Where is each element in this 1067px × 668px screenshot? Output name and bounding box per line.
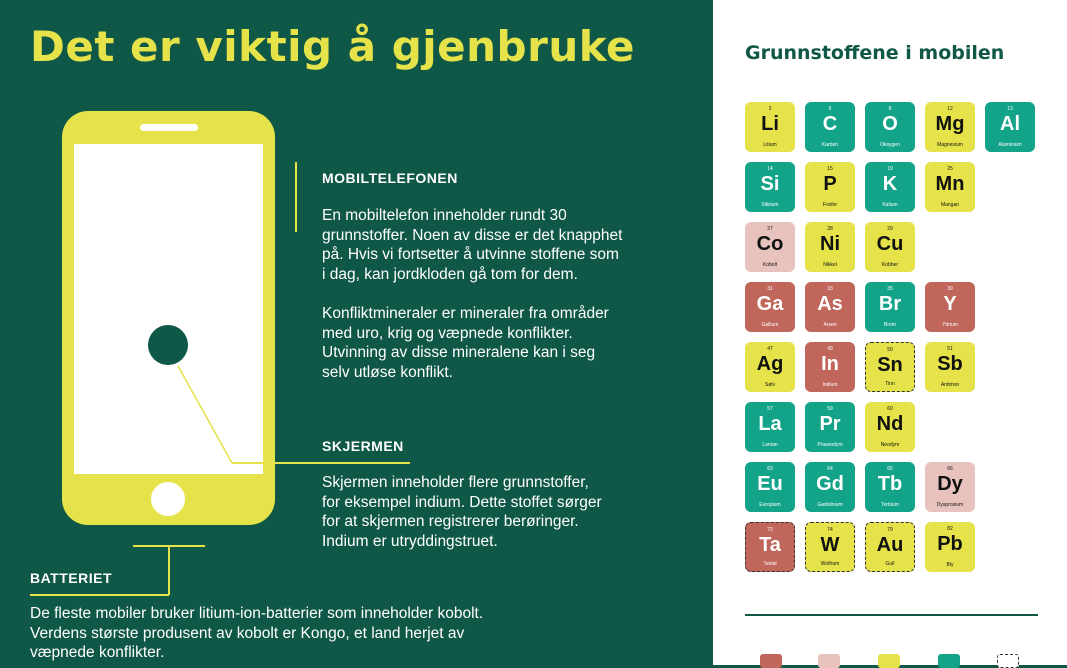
element-symbol: Au [876,534,904,556]
element-name: Silisium [761,202,779,208]
element-name: Magnesium [937,142,963,148]
element-tile-dy [925,462,975,512]
element-number: 47 [767,346,773,352]
legend-swatch-yellow [878,654,900,668]
element-tile-ni [805,222,855,272]
element-tile-gd [805,462,855,512]
element-tile-in [805,342,855,392]
element-name: Kalium [882,202,898,208]
element-tile-mn [925,162,975,212]
element-symbol: Mn [935,173,965,195]
text-line: En mobiltelefon inneholder rundt 30 [322,207,567,224]
element-tile-si [745,162,795,212]
text-line: med uro, krig og væpnede konflikter. [322,324,573,342]
element-tile-eu [745,462,795,512]
element-number: 65 [887,466,893,472]
element-symbol: Tb [877,473,903,495]
element-number: 51 [947,346,953,352]
element-symbol: Br [878,293,902,315]
element-number: 73 [767,527,773,533]
element-number: 63 [767,466,773,472]
element-tile-ag [745,342,795,392]
element-tile-au [865,522,915,572]
element-tile-o [865,102,915,152]
text-line: i dag, kan jordkloden gå tom for dem. [322,265,578,283]
element-symbol: Dy [937,473,963,495]
screen-indicator-dot [148,325,188,365]
element-tile-ga [745,282,795,332]
element-number: 14 [767,166,773,172]
mobiltelefonen-heading: MOBILTELEFONEN [322,170,458,186]
element-tile-nd [865,402,915,452]
element-number: 35 [887,286,893,292]
text-line: grunnstoffer. Noen av disse er det knapphet [322,226,623,244]
element-symbol: Ta [759,534,781,556]
element-number: 59 [827,406,833,412]
phone-speaker [140,124,198,131]
element-number: 13 [1007,106,1013,112]
phone-screen [74,144,263,474]
element-name: Praseodym [817,442,843,448]
element-name: Karbon [821,142,839,148]
element-name: Fosfor [822,202,838,208]
element-number: 50 [887,347,893,353]
element-tile-p [805,162,855,212]
element-symbol: O [882,113,898,135]
element-symbol: W [820,534,840,556]
element-name: Europium [759,502,781,508]
element-name: Litium [763,142,777,148]
element-tile-pb [925,522,975,572]
element-number: 28 [827,226,833,232]
legend-swatch-dashed [997,654,1019,668]
element-name: Gallium [761,322,779,328]
element-number: 49 [827,346,833,352]
element-name: Arsen [823,322,837,328]
element-number: 31 [767,286,773,292]
element-name: Tantal [763,561,777,567]
element-symbol: Ga [756,293,784,315]
element-tile-sn [865,342,915,392]
element-number: 6 [828,106,832,112]
element-name: Yttrium [942,322,958,328]
text-line: for eksempel indium. Dette stoffet sørger [322,493,602,511]
element-name: Nikkel [823,262,837,268]
periodic-title: Grunnstoffene i mobilen [745,42,1005,64]
element-name: Dysprosium [936,502,964,508]
text-line: Skjermen inneholder flere grunnstoffer, [322,474,589,491]
element-number: 74 [827,527,833,533]
element-symbol: Co [756,233,784,255]
text-line: Utvinning av disse mineralene kan i seg [322,344,596,361]
element-number: 79 [887,527,893,533]
batteriet-heading: BATTERIET [30,570,113,586]
element-tile-k [865,162,915,212]
element-name: Mangan [940,202,960,208]
element-tile-la [745,402,795,452]
text-line: Verdens største produsent av kobolt er Kongo, et land herjet av [30,624,465,642]
element-symbol: K [882,173,898,195]
divider-line [745,614,1038,616]
text-line: væpnede konflikter. [30,644,165,661]
element-symbol: Gd [816,473,844,495]
element-symbol: Pb [937,533,963,555]
element-tile-br [865,282,915,332]
phone-illustration [62,111,275,525]
element-tile-ta [745,522,795,572]
element-number: 82 [947,526,953,532]
text-line: for at skjermen registrerer berøringer. [322,513,579,530]
element-symbol: C [822,113,838,135]
element-number: 66 [947,466,953,472]
element-tile-sb [925,342,975,392]
element-symbol: Mg [935,113,965,135]
element-tile-c [805,102,855,152]
element-symbol: Cu [876,233,904,255]
element-name: Antimon [940,382,960,388]
text-line: på. Hvis vi fortsetter å utvinne stoffene som [322,246,619,263]
element-number: 19 [887,166,893,172]
element-tile-li [745,102,795,152]
element-name: Lantan [762,442,778,448]
mobiltelefonen-paragraph-2 [322,304,609,382]
element-tile-cu [865,222,915,272]
legend-swatch-green [938,654,960,668]
text-line: Konfliktmineraler er mineraler fra områder [322,305,609,322]
element-symbol: P [823,173,837,195]
element-tile-as [805,282,855,332]
element-tile-y [925,282,975,332]
element-name: Gadolinium [817,502,843,508]
element-name: Neodym [880,442,900,448]
skjermen-heading: SKJERMEN [322,438,404,454]
element-symbol: Si [760,173,780,195]
skjermen-paragraph [322,473,602,551]
element-symbol: Li [761,113,779,135]
element-name: Kobber [881,262,899,268]
element-name: Tinn [885,381,895,387]
element-number: 25 [947,166,953,172]
text-line: selv utløse konflikt. [322,363,453,381]
element-name: Sølv [765,382,775,388]
element-tile-w [805,522,855,572]
element-number: 60 [887,406,893,412]
element-symbol: La [758,413,782,435]
legend-swatch-red [760,654,782,668]
element-number: 33 [827,286,833,292]
page-title: Det er viktig å gjenbruke [30,22,636,71]
element-name: Wolfram [820,561,840,567]
text-line: Indium er utryddingstruet. [322,532,498,550]
element-name: Brom [884,322,896,328]
element-name: Terbium [881,502,899,508]
element-symbol: Ag [756,353,784,375]
element-name: Aluminium [998,142,1022,148]
element-symbol: Nd [876,413,904,435]
element-number: 57 [767,406,773,412]
phone-home-button [151,482,185,516]
element-symbol: Al [1000,113,1020,135]
element-name: Kobolt [762,262,778,268]
element-tile-tb [865,462,915,512]
text-line: De fleste mobiler bruker litium-ion-batterier som inneholder kobolt. [30,605,484,622]
element-symbol: Y [943,293,957,315]
element-name: Gull [885,561,895,567]
element-number: 12 [947,106,953,112]
element-symbol: Ni [820,233,840,255]
element-number: 64 [827,466,833,472]
element-number: 8 [888,106,892,112]
element-symbol: Pr [819,413,841,435]
element-number: 15 [827,166,833,172]
element-number: 39 [947,286,953,292]
element-symbol: In [821,353,839,375]
element-symbol: As [817,293,843,315]
batteriet-paragraph [30,604,483,663]
element-tile-al [985,102,1035,152]
element-tile-pr [805,402,855,452]
legend-swatch-pink [818,654,840,668]
mobiltelefonen-paragraph-1 [322,206,622,284]
element-symbol: Eu [757,473,783,495]
element-tile-co [745,222,795,272]
element-number: 27 [767,226,773,232]
element-symbol: Sb [937,353,963,375]
element-number: 29 [887,226,893,232]
element-name: Bly [946,562,954,568]
element-tile-mg [925,102,975,152]
element-name: Indium [822,382,838,388]
element-name: Oksygen [880,142,900,148]
element-number: 3 [768,106,772,112]
element-symbol: Sn [877,354,903,376]
